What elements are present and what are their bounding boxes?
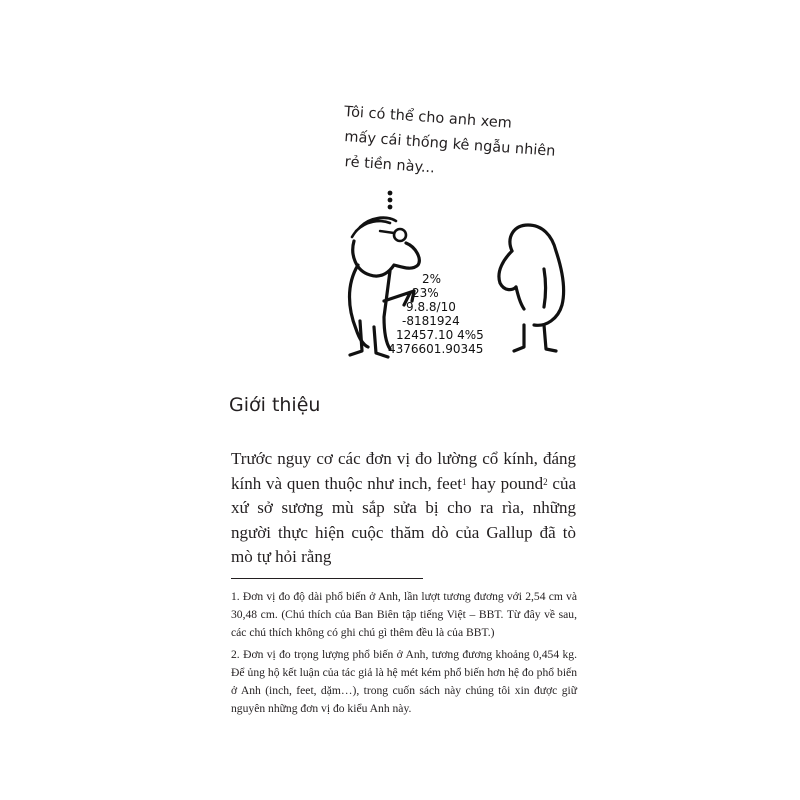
number-line: 12457.10 4%5 bbox=[396, 328, 484, 342]
footnote-divider bbox=[231, 578, 423, 579]
section-heading: Giới thiệu bbox=[229, 394, 321, 416]
footnote-1: 1. Đơn vị đo độ dài phổ biến ở Anh, lần lượt tương đương với 2,54 cm và 30,48 cm. (Chú thích của Ban Biên tập tiếng Việt – BBT. Từ đây về sau, các chú thích không có ghi chú gì thêm đều là của BBT.) bbox=[231, 590, 577, 639]
footnotes bbox=[231, 588, 577, 722]
footnote-2: 2. Đơn vị đo trọng lượng phổ biến ở Anh, tương đương khoảng 0,454 kg. Để ủng hộ kết luận của tác giả là hệ mét kém phổ biến hơn hệ đo phổ biến ở Anh (inch, feet, dặm…), trong cuốn sách này chúng tôi xin được giữ nguyên những đơn vị đo kiểu Anh này. bbox=[231, 648, 577, 715]
number-line: 9.8.8/10 bbox=[406, 300, 456, 314]
paragraph-text: của xứ sở sương mù sắp sửa bị cho ra rìa, những người thực hiện cuộc thăm dò của Gallup đã tò mò tự hỏi rằng bbox=[231, 473, 577, 566]
right-character bbox=[499, 225, 564, 351]
statistics-number-pile bbox=[388, 272, 498, 356]
number-line: 2% bbox=[422, 272, 442, 286]
number-line: 23% bbox=[412, 286, 439, 300]
paragraph-text: hay pound bbox=[466, 473, 544, 493]
speech-line: mấy cái thống kê ngẫu nhiên bbox=[343, 129, 556, 160]
number-line: -8181924 bbox=[402, 314, 460, 328]
number-line: 4376601.90345 bbox=[388, 342, 484, 356]
body-paragraph bbox=[231, 447, 576, 570]
paragraph-text: Trước nguy cơ các đơn vị đo lường cổ kính, đáng kính và quen thuộc như inch, feet bbox=[231, 449, 576, 493]
footnote-ref: 2 bbox=[543, 476, 548, 487]
speech-line: Tôi có thể cho anh xem bbox=[343, 103, 513, 132]
speech-line: rẻ tiền này... bbox=[344, 154, 436, 177]
footnote-ref: 1 bbox=[462, 476, 467, 487]
thought-dots bbox=[388, 191, 393, 210]
